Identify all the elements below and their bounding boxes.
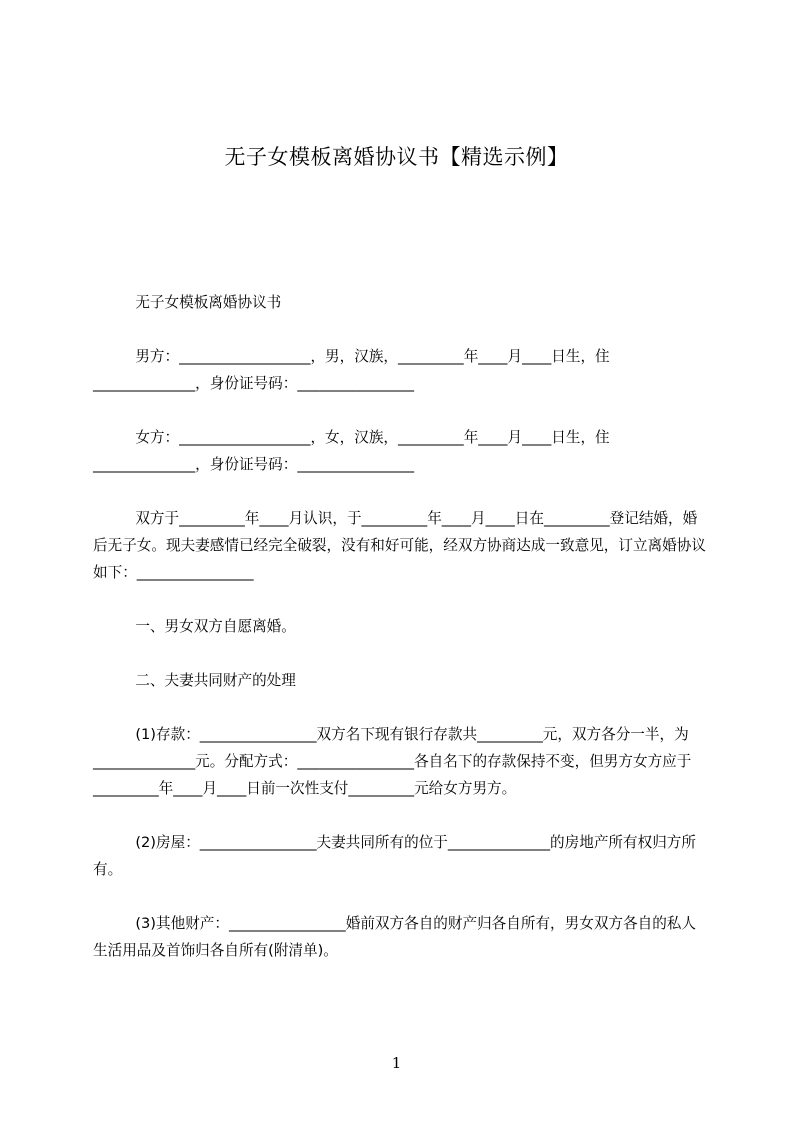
clause-voluntary-divorce: 一、男女双方自愿离婚。 bbox=[135, 618, 296, 635]
clause-savings: (1)存款：________________双方名下现有银行存款共_________元，双方各分一半，为______________元。分配方式：________________各自名下的存款保持不变，但男方女方应于_________年____月____日前一次性支付_________元给女方男方。 bbox=[93, 726, 692, 797]
clause-other-property: (3)其他财产：________________婚前双方各自的财产归各自所有，男女双方各自的私人生活用品及首饰归各自所有(附清单)。 bbox=[93, 915, 696, 959]
wife-info-paragraph: 女方：__________________，女，汉族，_________年____月____日生，住______________，身份证号码：________________ bbox=[93, 429, 610, 473]
document-title: 无子女模板离婚协议书【精选示例】 bbox=[224, 145, 569, 169]
page-number: 1 bbox=[391, 1054, 402, 1072]
document-body bbox=[93, 289, 710, 964]
clause-joint-property: 二、夫妻共同财产的处理 bbox=[135, 672, 296, 689]
marriage-background-paragraph: 双方于_________年____月认识，于_________年____月____日在_________登记结婚，婚后无子女。现夫妻感情已经完全破裂，没有和好可能，经双方协商达成一致意见，订立离婚协议如下：________________ bbox=[93, 510, 706, 581]
clause-house: (2)房屋：________________夫妻共同所有的位于______________的房地产所有权归方所有。 bbox=[93, 834, 696, 878]
husband-info-paragraph: 男方：__________________，男，汉族，_________年____月____日生，住______________，身份证号码：________________ bbox=[93, 348, 610, 392]
agreement-heading: 无子女模板离婚协议书 bbox=[135, 294, 282, 311]
